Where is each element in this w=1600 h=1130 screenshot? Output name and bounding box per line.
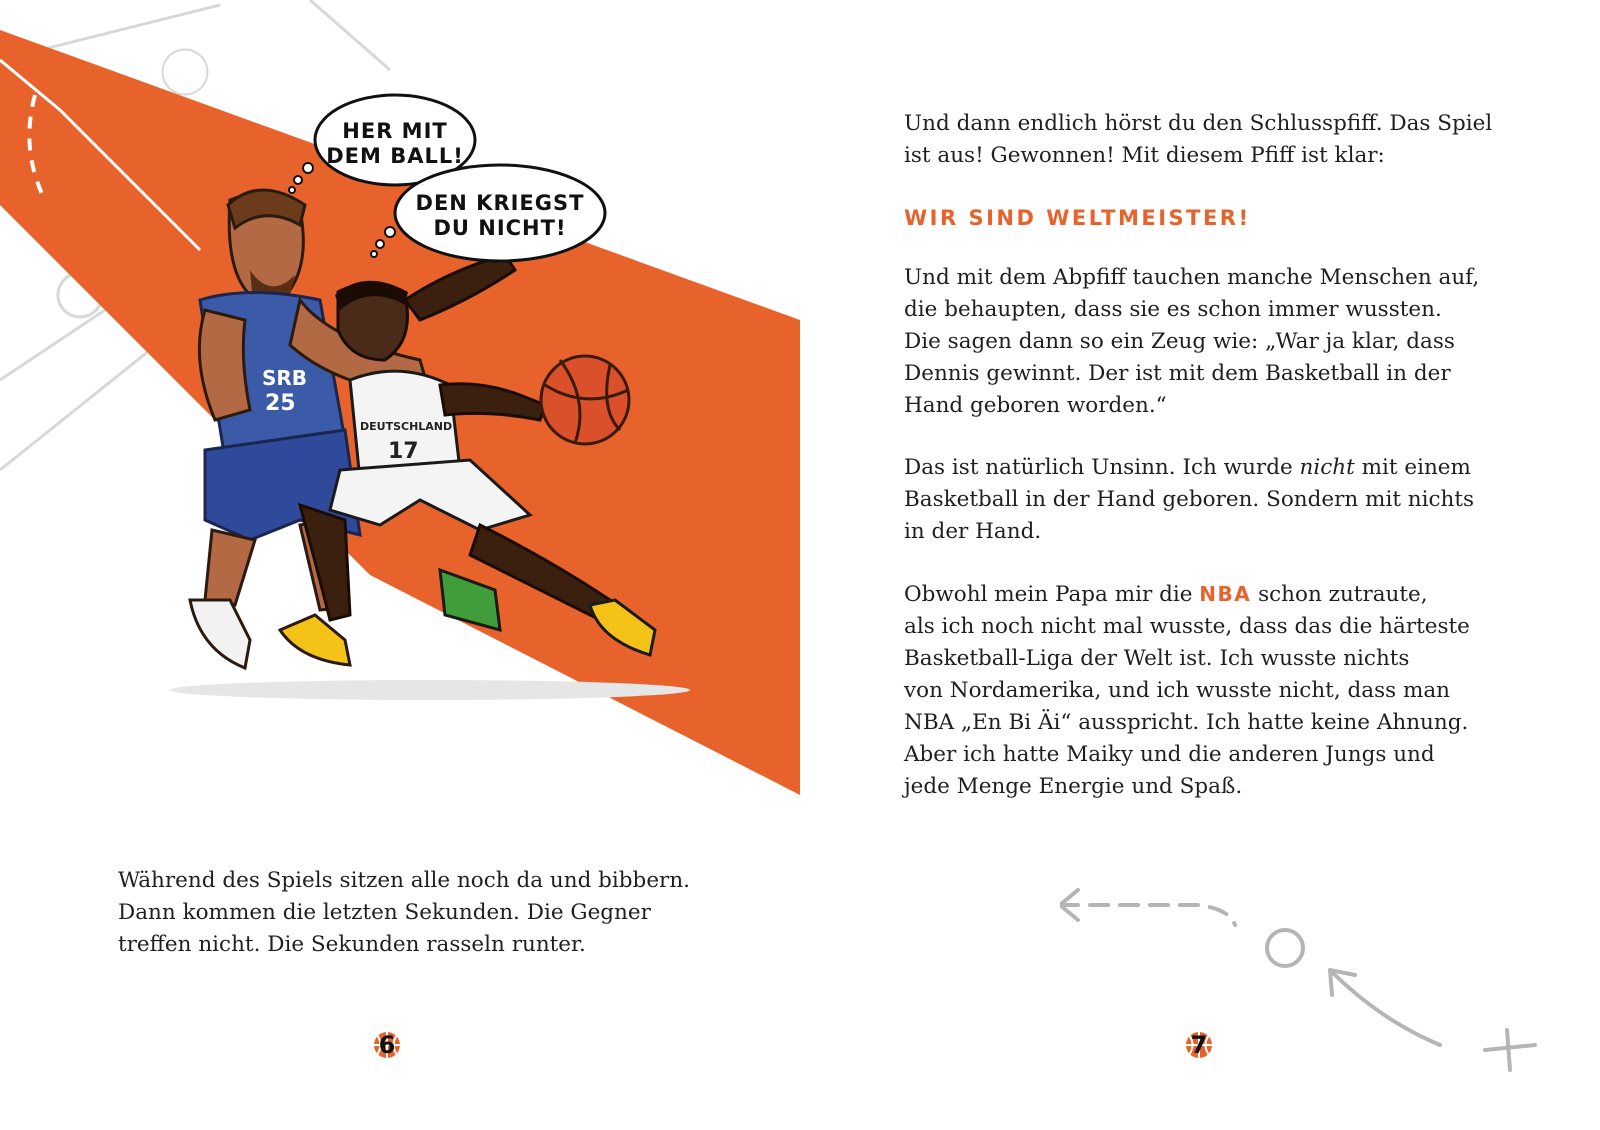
text-line: die behaupten, dass sie es schon immer wussten. bbox=[904, 297, 1442, 322]
text-line: Die sagen dann so ein Zeug wie: „War ja klar, dass bbox=[904, 329, 1455, 354]
text-line: Dennis gewinnt. Der ist mit dem Basketball in der bbox=[904, 361, 1451, 386]
text-segment: mit einem bbox=[1354, 455, 1471, 480]
page-number-right bbox=[1174, 1030, 1234, 1062]
jersey-right-text: DEUTSCHLAND bbox=[360, 420, 453, 433]
bubble-1-line-1: HER MIT bbox=[342, 119, 448, 143]
text-line: Und mit dem Abpfiff tauchen manche Menschen auf, bbox=[904, 265, 1480, 290]
text-line: Und dann endlich hörst du den Schlusspfiff. Das Spiel bbox=[904, 111, 1493, 136]
paragraph-1 bbox=[904, 108, 1564, 172]
text-line: als ich noch nicht mal wusste, dass das die härteste bbox=[904, 614, 1470, 639]
page-number-text: 6 bbox=[378, 1031, 396, 1059]
text-line bbox=[904, 578, 1564, 611]
bubble-2-line-2: DU NICHT! bbox=[433, 216, 567, 240]
text-line: jede Menge Energie und Spaß. bbox=[904, 774, 1243, 799]
basketball-illustration bbox=[0, 0, 800, 800]
basketball-icon bbox=[541, 356, 629, 444]
text-line: Hand geboren worden.“ bbox=[904, 393, 1167, 418]
text-line: Basketball-Liga der Welt ist. Ich wusste nichts bbox=[904, 646, 1410, 671]
text-line: von Nordamerika, und ich wusste nicht, dass man bbox=[904, 678, 1451, 703]
text-segment: Das ist natürlich Unsinn. Ich wurde bbox=[904, 455, 1300, 480]
bubble-2-line-1: DEN KRIEGST bbox=[415, 191, 585, 215]
text-line: in der Hand. bbox=[904, 519, 1042, 544]
text-line: NBA „En Bi Äi“ ausspricht. Ich hatte keine Ahnung. bbox=[904, 710, 1469, 735]
left-text-line: Dann kommen die letzten Sekunden. Die Gegner bbox=[118, 900, 651, 925]
play-diagram-doodle bbox=[1060, 870, 1540, 1100]
text-segment: Obwohl mein Papa mir die bbox=[904, 582, 1200, 607]
right-page-text bbox=[904, 108, 1564, 833]
jersey-right-number: 17 bbox=[388, 439, 419, 464]
page-number-text: 7 bbox=[1190, 1031, 1208, 1059]
emphasis-text: nicht bbox=[1299, 455, 1355, 480]
page-number-left bbox=[362, 1030, 422, 1062]
text-line: Basketball in der Hand geboren. Sondern mit nichts bbox=[904, 487, 1475, 512]
jersey-left-text: SRB bbox=[262, 366, 308, 390]
nba-highlight: NBA bbox=[1199, 582, 1252, 606]
bubble-1-line-2: DEM BALL! bbox=[326, 144, 464, 168]
text-line bbox=[904, 452, 1564, 484]
paragraph-3 bbox=[904, 452, 1564, 548]
jersey-left-number: 25 bbox=[265, 391, 296, 416]
text-line: ist aus! Gewonnen! Mit diesem Pfiff ist klar: bbox=[904, 143, 1385, 168]
left-text-line: treffen nicht. Die Sekunden rasseln runter. bbox=[118, 932, 586, 957]
left-text-line: Während des Spiels sitzen alle noch da und bibbern. bbox=[118, 868, 691, 893]
text-line: Aber ich hatte Maiky und die anderen Jungs und bbox=[904, 742, 1435, 767]
paragraph-2 bbox=[904, 262, 1564, 422]
text-segment: schon zutraute, bbox=[1251, 582, 1428, 607]
section-heading: WIR SIND WELTMEISTER! bbox=[904, 206, 1251, 230]
paragraph-4 bbox=[904, 578, 1564, 803]
left-page-text bbox=[118, 865, 690, 961]
